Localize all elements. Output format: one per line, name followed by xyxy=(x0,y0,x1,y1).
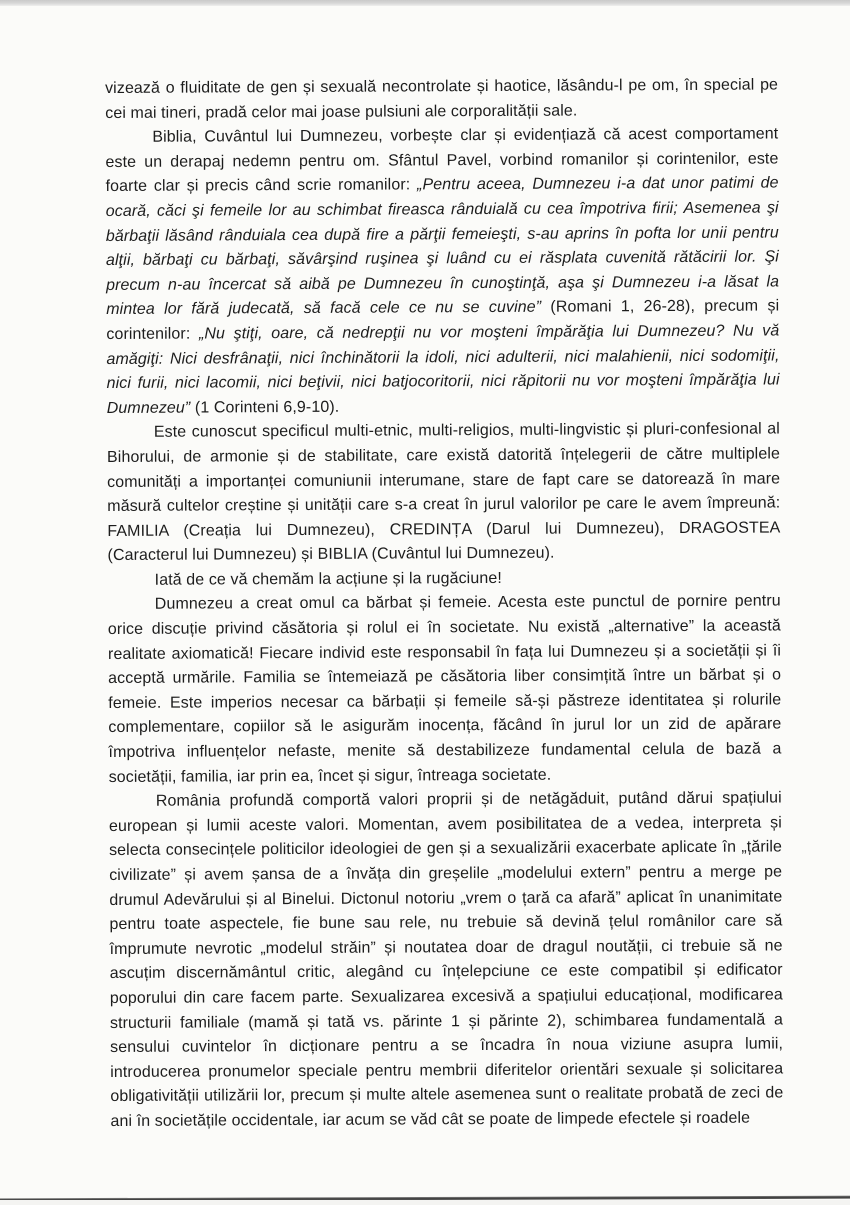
paragraph-continuation xyxy=(105,73,778,126)
scan-bottom-paper-artifact xyxy=(0,1200,850,1205)
paragraph-bihor-values xyxy=(107,418,781,569)
paragraph-call-to-action xyxy=(108,565,781,593)
text-run: România profundă comportă valori proprii și de netăgăduit, putând dărui spațiului european și lumii aceste valori. Momentan, avem posibilitatea de a vedea, interpreta și selecta consecințele politicilor ideologiei de gen și a sexualizării exacerbate aplicate în „țările civilizate” și avem șansa de a învăța din greșelile „modelului extern” pentru a merge pe drumul Adevărului și al Binelui. Dictonul notoriu „vrem o țară ca afară” aplicat în unanimitate pentru toate aspectele, fie bune sau rele, nu trebuie să devină țelul românilor care să împrumute nevrotic „modelul străin” și noutatea doar de dragul noutății, ci trebuie să ne ascuțim discernământul critic, alegând cu înțelepciune ce este compatibil și edificator poporului din care facem parte. Sexualizarea excesivă a spațiului educațional, modificarea structurii familiale (mamă și tată vs. părinte 1 și părinte 2), schimbarea fundamentală a sensului cuvintelor în dicționare pentru a se încadra în noua viziune asupra lumii, introducerea pronumelor speciale pentru membrii diferitelor orientări sexuale și solicitarea obligativității utilizării lor, precum și multe altele asemenea sunt o realitate probată de zeci de ani în societățile occidentale, iar acum se văd cât se poate de limpede efectele și roadele xyxy=(108,789,784,1130)
scan-top-edge-artifact xyxy=(0,0,850,6)
document-body xyxy=(105,73,784,1134)
text-run: Dumnezeu a creat omul ca bărbat și femeie. Acesta este punctul de pornire pentru orice discuție privind căsătoria și rolul ei în societate. Nu există „alternative” la această realitate axiomatică! Fiecare individ este responsabil în fața lui Dumnezeu și a societății și îi acceptă urmările. Familia se întemeiază pe căsătoria liber consimțită între un bărbat și o femeie. Este imperios necesar ca bărbații și femeile să-și păstreze identitatea și rolurile complementare, copiilor să le asigurăm inocența, făcând în jurul lor un zid de apărare împotriva influențelor nefaste, menite să destabilizeze fundamental celula de bază a societății, familia, iar prin ea, încet și sigur, întreaga societate. xyxy=(107,592,782,786)
scripture-reference-romans: (Romani 1, 26-28), precum și corintenilor: xyxy=(106,297,780,343)
paragraph-romania-values xyxy=(109,787,784,1135)
scripture-quote-romans: „Pentru aceea, Dumnezeu i-a dat unor patimi de ocară, căci şi femeile lor au schimbat fireasca rânduială cu cea împotriva firii; Asemenea şi bărbaţii lăsând rânduiala cea după fire a părţii femeieşti, s-au aprins în pofta lor unii pentru alţii, bărbaţi cu bărbaţi, săvârşind ruşinea şi luând cu ei răsplata cuvenită rătăcirii lor. Şi precum n-au încercat să aibă pe Dumnezeu în cunoştinţă, aşa şi Dumnezeu i-a lăsat la mintea lor fără judecată, să facă cele ce nu se cuvine” xyxy=(105,174,780,319)
text-run: vizează o fluiditate de gen și sexuală necontrolate și haotice, lăsându-l pe om, în special pe cei mai tineri, pradă celor mai joase pulsiuni ale corporalității sale. xyxy=(105,76,779,122)
text-run: Biblia, Cuvântul lui Dumnezeu, vorbește clar și evidențiază că acest comportament este un derapaj nedemn pentru om. Sfântul Pavel, vorbind romanilor și corintenilor, este foarte clar și precis când scrie romanilor: xyxy=(105,125,779,196)
scripture-reference-corinthians: (1 Corinteni 6,9-10). xyxy=(190,398,340,417)
scripture-quote-corinthians: „Nu ştiţi, oare, că nedrepţii nu vor moşteni împărăţia lui Dumnezeu? Nu vă amăgiţi: Nici desfrânaţii, nici închinătorii la idoli, nici adulterii, nici malahienii, nici sodomiţii, nici furii, nici lacomii, nici beţivii, nici batjocoritorii, nici răpitorii nu vor moşteni împărăţia lui Dumnezeu” xyxy=(106,322,780,417)
text-run: Iată de ce vă chemăm la acțiune și la rugăciune! xyxy=(154,569,502,589)
paragraph-family xyxy=(108,590,782,790)
text-run: Este cunoscut specificul multi-etnic, multi-religios, multi-lingvistic și pluri-confesional al Bihorului, de armonie și de stabilitate, care există datorită înțelegerii de către multiplele comunități a importanței comuniunii interumane, stare de fapt care se datorează în mare măsură cultelor creștine și unității care s-a creat în jurul valorilor pe care le avem împreună: FAMILIA (Creația lui Dumnezeu), CREDINȚA (Darul lui Dumnezeu), DRAGOSTEA (Caracterul lui Dumnezeu) și BIBLIA (Cuvântul lui Dumnezeu). xyxy=(106,420,781,565)
paragraph-bible-pavel xyxy=(105,123,780,422)
